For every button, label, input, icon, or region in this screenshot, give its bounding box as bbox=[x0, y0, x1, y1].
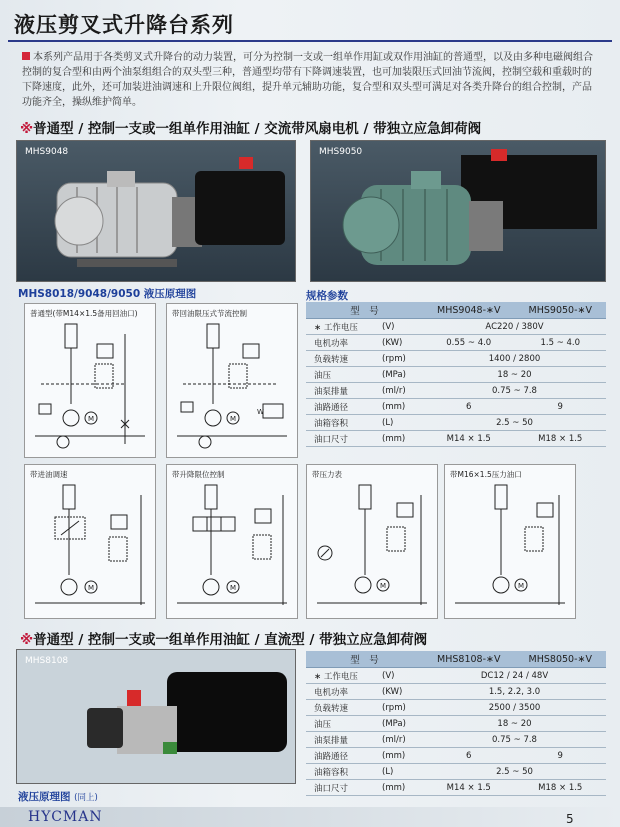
spec-header-col-b: MHS8050-∗V bbox=[515, 651, 607, 668]
product-photo-mhs9048 bbox=[16, 140, 296, 282]
section1-heading-text: 普通型 / 控制一支或一组单作用油缸 / 交流带风扇电机 / 带独立应急卸荷阀 bbox=[33, 121, 482, 137]
spec-param-unit: (rpm) bbox=[379, 700, 423, 716]
spec-value: DC12 / 24 / 48V bbox=[423, 668, 606, 684]
schematic-diagram bbox=[307, 465, 437, 618]
spec-param-unit: (L) bbox=[379, 764, 423, 780]
spec-header-row bbox=[306, 302, 606, 319]
spec-param-unit: (ml/r) bbox=[379, 732, 423, 748]
spec-param-name: 负载转速 bbox=[306, 700, 379, 716]
spec-value: 2.5 ~ 50 bbox=[423, 415, 606, 431]
spec-value: 0.75 ~ 7.8 bbox=[423, 383, 606, 399]
spec-value: 0.75 ~ 7.8 bbox=[423, 732, 606, 748]
spec-value-b: M18 × 1.5 bbox=[515, 431, 607, 447]
spec-param-unit: (V) bbox=[379, 319, 423, 335]
hydraulic-schematic bbox=[166, 464, 298, 619]
hydraulic-schematic bbox=[24, 303, 156, 458]
spec-header-row bbox=[306, 651, 606, 668]
schematic-title: 带进油调速 bbox=[30, 470, 68, 479]
motor-pump-illustration bbox=[17, 141, 295, 281]
spec-param-unit: (V) bbox=[379, 668, 423, 684]
intro-text: 本系列产品用于各类剪叉式升降台的动力装置，可分为控制一支或一组单作用缸或双作用油缸的普通型，以及由多种电磁阀组合控制的复合型和由两个油泵组组合的双头型三种，普通型均带有下降调速装置，也可加装限压式回油节流阀，控制空载和重载时的下降速度，此外，还可加装进油调速和上升限位阀组，提升单元辅助功能，复合型和双头型可满足对各类升降台的组合控制，产品功能齐全，操纵维护简单。 bbox=[22, 52, 593, 108]
spec-param-unit: (mm) bbox=[379, 748, 423, 764]
spec-row bbox=[306, 351, 606, 367]
svg-text:M: M bbox=[230, 584, 237, 592]
spec-param-unit: (ml/r) bbox=[379, 383, 423, 399]
spec-param-name: 油压 bbox=[306, 716, 379, 732]
spec-row bbox=[306, 399, 606, 415]
reference-mark-icon: ※ bbox=[20, 632, 34, 648]
svg-text:M: M bbox=[88, 415, 95, 423]
schematic-caption-text: 液压原理图 bbox=[18, 791, 71, 803]
spec-param-name: 油口尺寸 bbox=[306, 780, 379, 796]
page-number: 5 bbox=[566, 812, 574, 826]
spec-param-unit: (mm) bbox=[379, 431, 423, 447]
schematic-caption: MHS8018/9048/9050 液压原理图 bbox=[18, 288, 197, 300]
spec-header-model: 型 号 bbox=[306, 302, 423, 319]
spec-value-b: 1.5 ~ 4.0 bbox=[515, 335, 607, 351]
spec-value: AC220 / 380V bbox=[423, 319, 606, 335]
motor-pump-illustration bbox=[311, 141, 605, 281]
spec-value-a: M14 × 1.5 bbox=[423, 780, 515, 796]
spec-param-unit: (MPa) bbox=[379, 367, 423, 383]
product-photo-mhs9050 bbox=[310, 140, 606, 282]
spec-param-name: 油压 bbox=[306, 367, 379, 383]
hydraulic-schematic bbox=[166, 303, 298, 458]
spec-row bbox=[306, 684, 606, 700]
schematic-diagram bbox=[25, 465, 155, 618]
title-rule bbox=[8, 40, 612, 42]
dc-pump-illustration bbox=[17, 650, 295, 783]
spec-value: 2500 / 3500 bbox=[423, 700, 606, 716]
spec-row bbox=[306, 383, 606, 399]
spec-header-model: 型 号 bbox=[306, 651, 423, 668]
spec-value-b: 9 bbox=[515, 748, 607, 764]
spec-param-name: 电机功率 bbox=[306, 335, 379, 351]
page-title: 液压剪叉式升降台系列 bbox=[14, 13, 234, 37]
spec-param-name: 油路通径 bbox=[306, 399, 379, 415]
spec-row bbox=[306, 415, 606, 431]
photo-label: MHS9048 bbox=[25, 147, 69, 157]
schematic-diagram bbox=[167, 304, 297, 457]
schematic-diagram bbox=[445, 465, 575, 618]
schematic-title: 带回油限压式节流控制 bbox=[172, 309, 247, 318]
spec-row bbox=[306, 668, 606, 684]
spec-row bbox=[306, 748, 606, 764]
spec-param-name: 油路通径 bbox=[306, 748, 379, 764]
spec-table bbox=[306, 302, 606, 447]
spec-param-name: 负载转速 bbox=[306, 351, 379, 367]
schematic-caption-note: (同上) bbox=[74, 793, 98, 803]
photo-label: MHS8108 bbox=[25, 656, 69, 666]
spec-param-name: ∗ 工作电压 bbox=[306, 668, 379, 684]
spec-header-col-b: MHS9050-∗V bbox=[515, 302, 607, 319]
spec-param-unit: (KW) bbox=[379, 684, 423, 700]
schematic-title: 带M16×1.5压力油口 bbox=[450, 470, 522, 479]
spec-row bbox=[306, 700, 606, 716]
schematic-title: 带压力表 bbox=[312, 470, 342, 479]
spec-value: 1400 / 2800 bbox=[423, 351, 606, 367]
schematic-diagram bbox=[25, 304, 155, 457]
spec-value: 18 ~ 20 bbox=[423, 716, 606, 732]
spec-value: 18 ~ 20 bbox=[423, 367, 606, 383]
brand-logo: HYCMAN bbox=[28, 809, 103, 825]
hydraulic-schematic bbox=[306, 464, 438, 619]
spec-value: 1.5, 2.2, 3.0 bbox=[423, 684, 606, 700]
photo-label: MHS9050 bbox=[319, 147, 363, 157]
intro-paragraph bbox=[22, 50, 597, 110]
spec-row bbox=[306, 764, 606, 780]
svg-text:M: M bbox=[230, 415, 237, 423]
spec-caption: 规格参数 bbox=[306, 290, 348, 302]
spec-param-unit: (mm) bbox=[379, 399, 423, 415]
spec-param-name: 油泵排量 bbox=[306, 383, 379, 399]
bullet-square-icon bbox=[22, 52, 30, 60]
svg-text:M: M bbox=[518, 582, 525, 590]
hydraulic-schematic bbox=[444, 464, 576, 619]
schematic-diagram bbox=[167, 465, 297, 618]
spec-param-unit: (rpm) bbox=[379, 351, 423, 367]
spec-value-b: M18 × 1.5 bbox=[515, 780, 607, 796]
spec-value-a: M14 × 1.5 bbox=[423, 431, 515, 447]
section2-heading bbox=[20, 628, 427, 648]
spec-param-unit: (KW) bbox=[379, 335, 423, 351]
svg-text:W: W bbox=[257, 408, 264, 416]
schematic-title: 带升降限位控制 bbox=[172, 470, 225, 479]
spec-row bbox=[306, 335, 606, 351]
spec-row bbox=[306, 367, 606, 383]
svg-text:M: M bbox=[380, 582, 387, 590]
spec-value-a: 0.55 ~ 4.0 bbox=[423, 335, 515, 351]
section2-heading-text: 普通型 / 控制一支或一组单作用油缸 / 直流型 / 带独立应急卸荷阀 bbox=[33, 632, 428, 648]
section1-heading bbox=[20, 117, 481, 137]
hydraulic-schematic bbox=[24, 464, 156, 619]
spec-param-name: ∗ 工作电压 bbox=[306, 319, 379, 335]
spec-header-col-a: MHS8108-∗V bbox=[423, 651, 515, 668]
spec-header-col-a: MHS9048-∗V bbox=[423, 302, 515, 319]
spec-param-unit: (MPa) bbox=[379, 716, 423, 732]
schematic-title: 普通型(带M14×1.5备用回油口) bbox=[30, 309, 138, 318]
spec-param-name: 油箱容积 bbox=[306, 764, 379, 780]
spec-row bbox=[306, 319, 606, 335]
spec-param-name: 电机功率 bbox=[306, 684, 379, 700]
reference-mark-icon: ※ bbox=[20, 121, 34, 137]
spec-row bbox=[306, 780, 606, 796]
spec-row bbox=[306, 431, 606, 447]
spec-row bbox=[306, 716, 606, 732]
spec-table-2 bbox=[306, 651, 606, 796]
spec-row bbox=[306, 732, 606, 748]
svg-text:M: M bbox=[88, 584, 95, 592]
spec-param-unit: (L) bbox=[379, 415, 423, 431]
spec-value-a: 6 bbox=[423, 399, 515, 415]
spec-param-name: 油口尺寸 bbox=[306, 431, 379, 447]
spec-param-name: 油箱容积 bbox=[306, 415, 379, 431]
spec-param-unit: (mm) bbox=[379, 780, 423, 796]
spec-param-name: 油泵排量 bbox=[306, 732, 379, 748]
spec-value-b: 9 bbox=[515, 399, 607, 415]
schematic-caption-2 bbox=[18, 789, 98, 804]
spec-value: 2.5 ~ 50 bbox=[423, 764, 606, 780]
spec-value-a: 6 bbox=[423, 748, 515, 764]
product-photo-mhs8108 bbox=[16, 649, 296, 784]
